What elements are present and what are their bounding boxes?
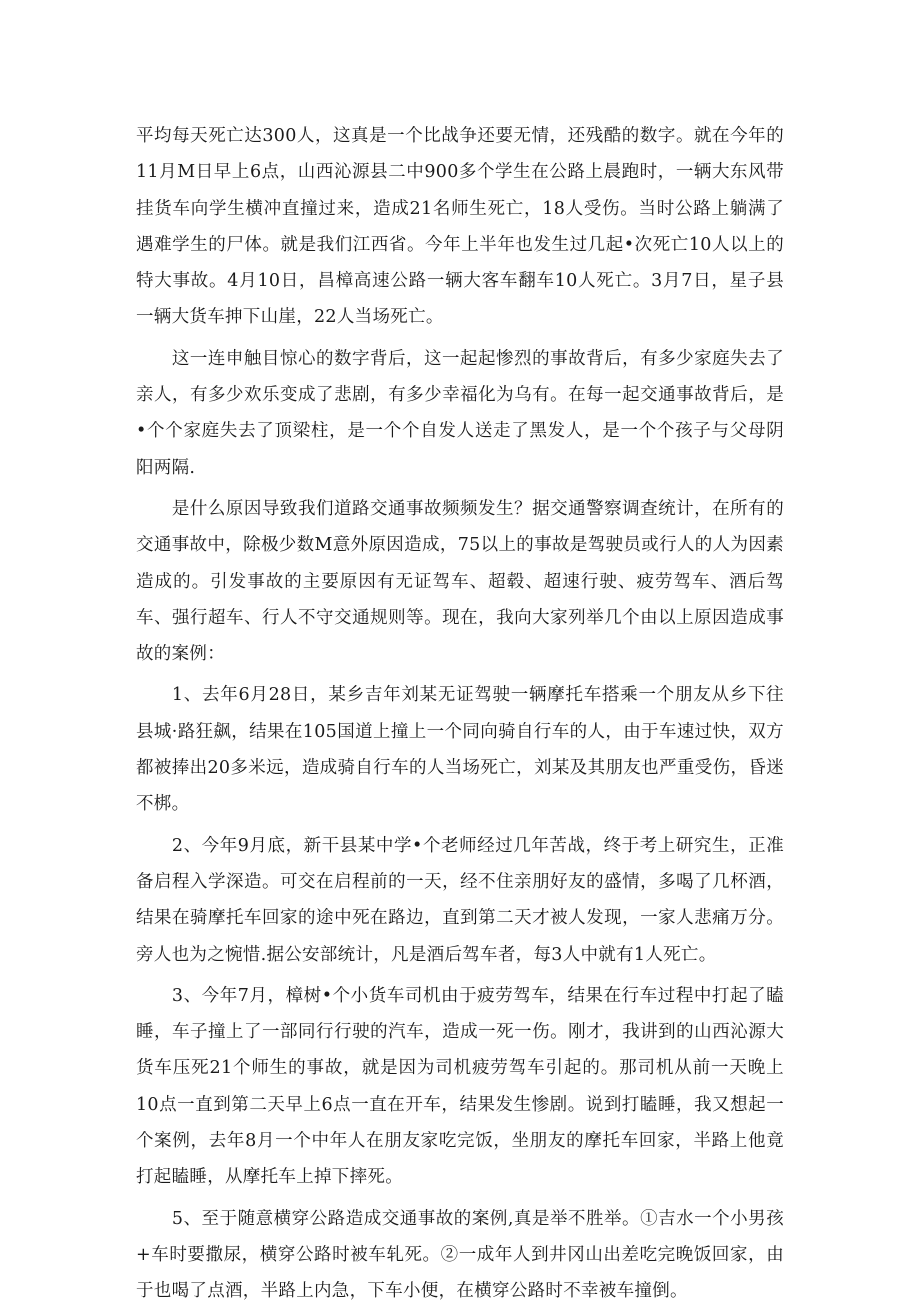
- paragraph-tragedy: 这一连申触目惊心的数字背后，这一起起惨烈的事故背后，有多少家庭失去了亲人，有多少欢乐变成了悲剧，有多少幸福化为乌有。在每一起交通事故背后，是•个个家庭失去了顶梁柱，是一个个自发人送走了黑发人，是一个个孩子与父母阴阳两隔.: [136, 348, 784, 478]
- paragraph-case-3: 3、今年7月，樟树•个小货车司机由于疲劳驾车，结果在行车过程中打起了瞌睡，车子撞上了一部同行行驶的汽车，造成一死一伤。刚才，我讲到的山西沁源大货车压死21个师生的事故，就是因为司机疲劳驾车引起的。那司机从前一天晚上10点一直到第二天早上6点一直在开车，结果发生惨剧。说到打瞌睡，我又想起一个案例，去年8月一个中年人在朋友家吃完饭，坐朋友的摩托车回家，半路上他竟打起瞌睡，从摩托车上掉下摔死。: [136, 985, 784, 1188]
- paragraph-case-1: 1、去年6月28日，某乡吉年刘某无证驾驶一辆摩托车搭乘一个朋友从乡下往县城·路狂飙，结果在105国道上撞上一个同向骑自行车的人，由于车速过快，双方都被捧出20多米远，造成骑自行车的人当场死亡，刘某及其朋友也严重受伤，昏迷不梆。: [136, 685, 784, 815]
- paragraph-statistics: 平均每天死亡达300人，这真是一个比战争还要无情，还残酷的数字。就在今年的11月M日早上6点，山西沁源县二中900多个学生在公路上晨跑时，一辆大东风带挂货车向学生横冲直撞过来，造成21名师生死亡，18人受伤。当时公路上躺满了遇难学生的尸体。就是我们江西省。今年上半年也发生过几起•次死亡10人以上的特大事故。4月10日，昌樟高速公路一辆大客车翻车10人死亡。3月7日，星子县一辆大货车抻下山崖，22人当场死亡。: [136, 126, 784, 328]
- document-body: [136, 118, 784, 1315]
- paragraph-causes: 是什么原因导致我们道路交通事故频频发生？据交通警察调查统计，在所有的交通事故中，除极少数M意外原因造成，75以上的事故是驾驶员或行人的人为因素造成的。引发事故的主要原因有无证驾车、超毂、超速行驶、疲劳驾车、酒后驾车、强行超车、行人不守交通规则等。现在，我向大家列举几个由以上原因造成事故的案例：: [136, 498, 784, 665]
- paragraph-case-5: 5、至于随意横穿公路造成交通事故的案例,真是举不胜举。①吉水一个小男孩+车时要撒尿，横穿公路时被车轧死。②一成年人到井冈山出差吃完晚饭回家，由于也喝了点酒，半路上内急，下车小便，在横穿公路时不幸被车撞倒。: [136, 1208, 784, 1302]
- paragraph-case-2: 2、今年9月底，新干县某中学•个老师经过几年苦战，终于考上研究生，正准备启程入学深造。可交在启程前的一天，经不住亲朋好友的盛情，多喝了几杯酒，结果在骑摩托车回家的途中死在路边，直到第二天才被人发现，一家人悲痛万分。旁人也为之惋惜.据公安部统计，凡是酒后驾车者，每3人中就有1人死亡。: [136, 835, 784, 965]
